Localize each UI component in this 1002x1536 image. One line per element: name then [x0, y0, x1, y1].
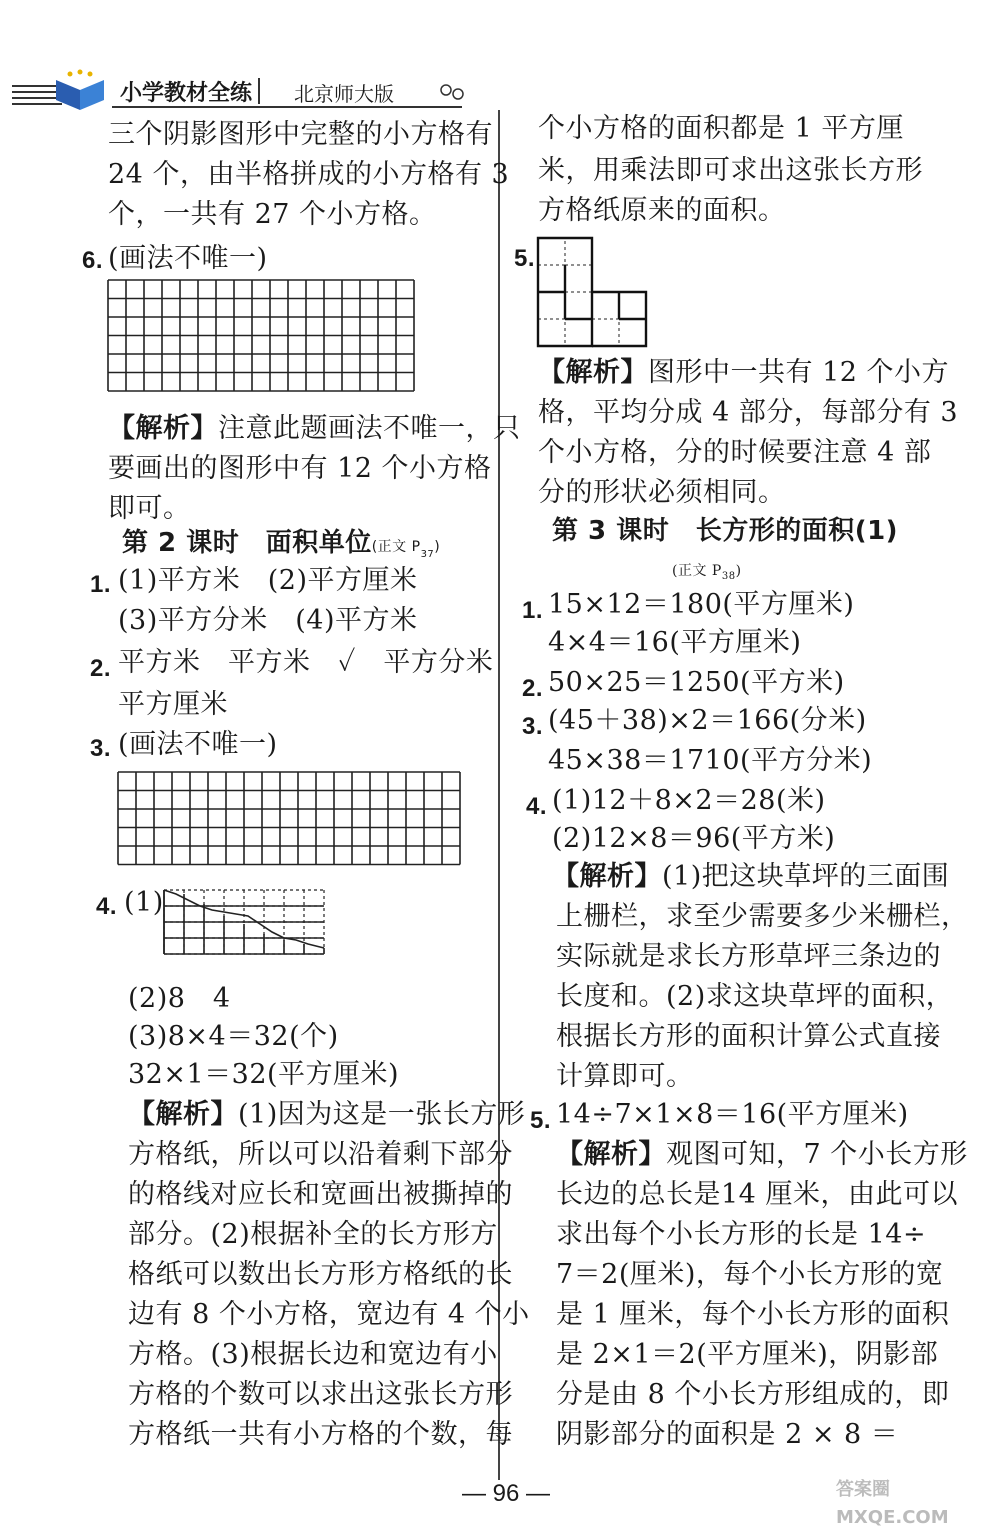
remaining-grid: [164, 890, 324, 954]
analysis-line: 长边的总长是14 厘米，由此可以: [556, 1179, 958, 1210]
text-line: 个小方格的面积都是 1 平方厘: [538, 113, 904, 144]
unit-cell: [592, 319, 619, 346]
analysis-line: 方格的个数可以求出这张长方形: [128, 1379, 513, 1410]
answer-line: 50×25＝1250(平方米): [548, 667, 845, 698]
analysis-line: 格纸可以数出长方形方格纸的长: [128, 1259, 513, 1290]
answer-line: 4×4＝16(平方厘米): [548, 627, 802, 658]
analysis-line: 求出每个小长方形的长是 14÷: [556, 1219, 927, 1250]
analysis-line: 方格纸，所以可以沿着剩下部分: [128, 1139, 513, 1170]
analysis-line: 【解析】(1)因为这是一张长方形: [128, 1099, 526, 1130]
divided-shape-figure: [538, 238, 650, 344]
answer-line: 平方米 平方米 ✓ 平方分米: [118, 647, 494, 678]
analysis-line: 【解析】(1)把这块草坪的三面围: [552, 861, 950, 892]
header-ornament-icon: [424, 70, 474, 110]
analysis-line: 的格线对应长和宽画出被撕掉的: [128, 1179, 513, 1210]
lesson-title: 第 3 课时 长方形的面积(1): [552, 516, 899, 546]
lesson-title: 第 2 课时 面积单位(正文 $P_{37}$): [122, 528, 441, 561]
question-number: 4.: [96, 893, 118, 920]
unit-cell: [619, 319, 646, 346]
analysis-line: 计算即可。: [556, 1061, 694, 1092]
grid-figure: [108, 280, 418, 392]
unit-cell: [592, 292, 619, 319]
header-underline: [112, 106, 462, 108]
analysis-line: 【解析】注意此题画法不唯一，只: [108, 413, 521, 444]
grid-lines: [118, 772, 460, 865]
analysis-line: 方格。(3)根据长边和宽边有小: [128, 1339, 498, 1370]
analysis-line: 即可。: [108, 493, 191, 524]
analysis-line: 7＝2(厘米)，每个小长方形的宽: [556, 1259, 944, 1290]
answer-line: 45×38＝1710(平方分米): [548, 745, 873, 776]
answer-line: (2)8 4: [128, 983, 231, 1014]
unit-cell: [565, 292, 592, 319]
question-number: 1.: [522, 597, 544, 624]
analysis-tag: 【解析】: [552, 861, 662, 892]
question-number: 1.: [90, 571, 112, 598]
analysis-line: 部分。(2)根据补全的长方形方: [128, 1219, 498, 1250]
unit-cell: [538, 265, 565, 292]
question-number: 2.: [522, 675, 544, 702]
header-title: 小学教材全练: [120, 81, 253, 106]
text-line: 方格纸原来的面积。: [538, 195, 786, 226]
question-number: 3.: [90, 735, 112, 762]
question-number: 2.: [90, 655, 112, 682]
header-divider: [258, 78, 260, 104]
analysis-line: 分是由 8 个小长方形组成的，即: [556, 1379, 950, 1410]
answer-line: (1): [124, 887, 164, 918]
answer-line: 15×12＝180(平方厘米): [548, 589, 855, 620]
answer-line: 平方厘米: [118, 689, 228, 720]
analysis-line: 实际就是求长方形草坪三条边的: [556, 941, 941, 972]
book-logo-icon: [12, 70, 122, 112]
analysis-line: 阴影部分的面积是 2 × 8 ＝: [556, 1419, 899, 1450]
watermark: 答案圈 MXQE.COM: [836, 1479, 949, 1528]
unit-cell: [619, 292, 646, 319]
analysis-tag: 【解析】: [108, 413, 218, 444]
unit-cell: [538, 292, 565, 319]
text-line: 三个阴影图形中完整的小方格有: [108, 119, 493, 150]
analysis-line: 是 2×1＝2(平方厘米)，阴影部: [556, 1339, 939, 1370]
text-line: (画法不唯一): [108, 243, 268, 274]
unit-cell: [538, 319, 565, 346]
part-outlines: [538, 238, 646, 346]
question-number: 3.: [522, 713, 544, 740]
answer-line: (45＋38)×2＝166(分米): [548, 705, 867, 736]
analysis-line: 边有 8 个小方格，宽边有 4 个小: [128, 1299, 530, 1330]
text-line: (画法不唯一): [118, 729, 278, 760]
analysis-line: 个小方格，分的时候要注意 4 部: [538, 437, 932, 468]
unit-cell: [565, 265, 592, 292]
analysis-tag: 【解析】: [538, 357, 648, 388]
analysis-tag: 【解析】: [128, 1099, 238, 1130]
analysis-line: 要画出的图形中有 12 个小方格: [108, 453, 492, 484]
unit-cell: [565, 319, 592, 346]
header-edition: 北京师大版: [294, 82, 394, 106]
text-line: 个，一共有 27 个小方格。: [108, 199, 437, 230]
grid-lines: [108, 280, 414, 391]
analysis-line: 根据长方形的面积计算公式直接: [556, 1021, 941, 1052]
question-number: 6.: [82, 247, 104, 274]
grid-figure: [118, 772, 462, 866]
analysis-tag: 【解析】: [556, 1139, 666, 1170]
lesson-ref: (正文 $P_{38}$): [672, 563, 742, 582]
analysis-line: 格，平均分成 4 部分，每部分有 3: [538, 397, 959, 428]
question-number: 4.: [526, 793, 548, 820]
analysis-line: 【解析】观图可知，7 个小长方形: [556, 1139, 968, 1170]
analysis-line: 【解析】图形中一共有 12 个小方: [538, 357, 950, 388]
answer-line: (3)8×4＝32(个): [128, 1021, 339, 1052]
analysis-line: 长度和。(2)求这块草坪的面积，: [556, 981, 954, 1012]
question-number: 5.: [514, 245, 536, 272]
analysis-line: 方格纸一共有小方格的个数，每: [128, 1419, 513, 1450]
analysis-line: 上栅栏，求至少需要多少米栅栏，: [556, 901, 969, 932]
header: [12, 70, 472, 112]
answer-line: (1)平方米 (2)平方厘米: [118, 565, 418, 596]
page-number: — 96 —: [462, 1480, 551, 1507]
answer-line: (1)12＋8×2＝28(米): [552, 785, 826, 816]
text-line: 24 个，由半格拼成的小方格有 3: [108, 159, 510, 190]
text-line: 米，用乘法即可求出这张长方形: [538, 155, 923, 186]
answer-line: 14÷7×1×8＝16(平方厘米): [556, 1099, 909, 1130]
torn-grid-figure: [164, 890, 326, 954]
unit-cell: [565, 238, 592, 265]
answer-line: (3)平方分米 (4)平方米: [118, 605, 418, 636]
answer-line: 32×1＝32(平方厘米): [128, 1059, 400, 1090]
answer-line: (2)12×8＝96(平方米): [552, 823, 836, 854]
question-number: 5.: [530, 1107, 552, 1134]
analysis-line: 是 1 厘米，每个小长方形的面积: [556, 1299, 950, 1330]
analysis-line: 分的形状必须相同。: [538, 477, 786, 508]
unit-cell: [538, 238, 565, 265]
